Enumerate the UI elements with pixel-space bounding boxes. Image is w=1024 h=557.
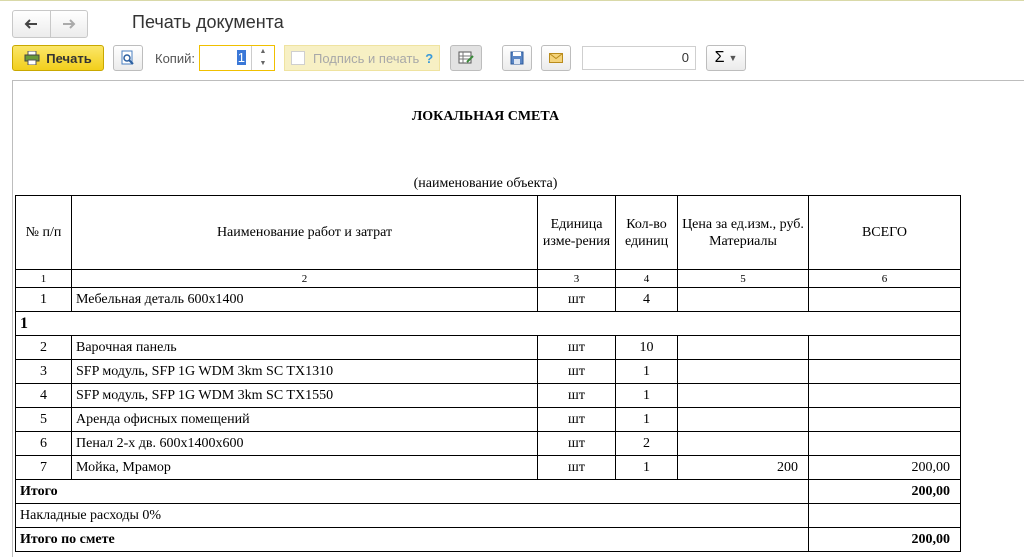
total-value: 200,00 (809, 480, 961, 504)
back-button[interactable] (13, 11, 50, 37)
chevron-down-icon: ▼ (728, 53, 738, 63)
envelope-icon (549, 53, 563, 63)
sign-and-print-label: Подпись и печать (313, 50, 420, 66)
grand-total-row (16, 528, 961, 552)
overhead-row (16, 504, 961, 528)
row-price (678, 360, 809, 384)
row-number: 6 (16, 432, 72, 456)
save-icon (510, 51, 524, 65)
sign-and-print-toggle[interactable] (284, 45, 440, 71)
row-number: 7 (16, 456, 72, 480)
grand-total-label: Итого по смете (16, 528, 809, 552)
table-row (16, 288, 961, 312)
row-price (678, 432, 809, 456)
column-number: 3 (538, 270, 616, 288)
total-row (16, 480, 961, 504)
row-unit: шт (538, 288, 616, 312)
arrow-right-icon (62, 18, 76, 30)
row-name: Аренда офисных помещений (72, 408, 538, 432)
row-name: Мебельная деталь 600х1400 (72, 288, 538, 312)
overhead-label: Накладные расходы 0% (16, 504, 809, 528)
row-price (678, 384, 809, 408)
estimate-table (15, 195, 961, 552)
sigma-icon: Σ (714, 49, 725, 66)
table-row (16, 456, 961, 480)
column-number: 1 (16, 270, 72, 288)
row-name: Варочная панель (72, 336, 538, 360)
row-qty: 1 (616, 456, 678, 480)
row-price (678, 288, 809, 312)
row-number: 3 (16, 360, 72, 384)
copies-value[interactable]: 1 (237, 50, 245, 65)
stepper-up-icon[interactable]: ▲ (259, 48, 267, 55)
preview-icon (121, 50, 135, 66)
row-total (809, 384, 961, 408)
row-unit: шт (538, 360, 616, 384)
table-row (16, 384, 961, 408)
row-qty: 1 (616, 408, 678, 432)
column-number: 6 (809, 270, 961, 288)
row-qty: 1 (616, 384, 678, 408)
sum-mode-button[interactable] (706, 45, 746, 71)
row-total (809, 336, 961, 360)
row-name: SFP модуль, SFP 1G WDM 3km SC TX1550 (72, 384, 538, 408)
row-unit: шт (538, 456, 616, 480)
send-email-button[interactable] (541, 45, 571, 71)
top-toolbar-area (0, 0, 1024, 88)
document-title: ЛОКАЛЬНАЯ СМЕТА (411, 109, 560, 124)
row-qty: 10 (616, 336, 678, 360)
row-total (809, 360, 961, 384)
forward-button[interactable] (50, 11, 88, 37)
print-button-label: Печать (46, 50, 92, 66)
row-total: 200,00 (809, 456, 961, 480)
top-border (0, 0, 1024, 1)
row-price (678, 336, 809, 360)
printer-icon (24, 51, 40, 65)
table-header-row (16, 196, 961, 270)
row-unit: шт (538, 336, 616, 360)
table-row (16, 336, 961, 360)
row-unit: шт (538, 408, 616, 432)
header-cell: Наименование работ и затрат (72, 196, 538, 270)
grand-total-value: 200,00 (809, 528, 961, 552)
table-row (16, 360, 961, 384)
row-price (678, 408, 809, 432)
help-icon[interactable]: ? (425, 50, 434, 66)
row-qty: 1 (616, 360, 678, 384)
header-cell: № п/п (16, 196, 72, 270)
row-price: 200 (678, 456, 809, 480)
column-number: 2 (72, 270, 538, 288)
print-button[interactable] (12, 45, 104, 71)
header-cell: Кол-во единиц (616, 196, 678, 270)
total-label: Итого (16, 480, 809, 504)
header-cell: Цена за ед.изм., руб. Материалы (678, 196, 809, 270)
row-total (809, 432, 961, 456)
save-button[interactable] (502, 45, 532, 71)
row-number: 5 (16, 408, 72, 432)
group-label: 1 (16, 312, 961, 336)
copies-stepper[interactable] (251, 46, 274, 70)
row-total (809, 288, 961, 312)
group-row (16, 312, 961, 336)
column-number: 4 (616, 270, 678, 288)
overhead-value (809, 504, 961, 528)
preview-button[interactable] (113, 45, 143, 71)
table-row (16, 408, 961, 432)
header-cell: ВСЕГО (809, 196, 961, 270)
row-name: SFP модуль, SFP 1G WDM 3km SC TX1310 (72, 360, 538, 384)
column-number-row (16, 270, 961, 288)
object-caption: (наименование объекта) (413, 176, 558, 191)
row-qty: 4 (616, 288, 678, 312)
table-row (16, 432, 961, 456)
row-number: 1 (16, 288, 72, 312)
copies-input[interactable] (199, 45, 275, 71)
row-total (809, 408, 961, 432)
copies-label: Копий: (155, 51, 195, 66)
row-qty: 2 (616, 432, 678, 456)
sign-and-print-checkbox[interactable] (291, 51, 305, 65)
row-number: 4 (16, 384, 72, 408)
row-unit: шт (538, 432, 616, 456)
window-title: Печать документа (132, 12, 284, 32)
edit-table-icon (458, 51, 474, 65)
row-number: 2 (16, 336, 72, 360)
row-unit: шт (538, 384, 616, 408)
arrow-left-icon (24, 18, 38, 30)
header-cell: Единица изме-рения (538, 196, 616, 270)
document-preview[interactable] (12, 80, 1024, 557)
row-name: Пенал 2-х дв. 600х1400х600 (72, 432, 538, 456)
row-name: Мойка, Мрамор (72, 456, 538, 480)
nav-buttons (12, 10, 88, 38)
edit-document-button[interactable] (450, 45, 482, 71)
stepper-down-icon[interactable]: ▼ (259, 60, 267, 67)
column-number: 5 (678, 270, 809, 288)
sum-value-field: 0 (582, 46, 696, 70)
